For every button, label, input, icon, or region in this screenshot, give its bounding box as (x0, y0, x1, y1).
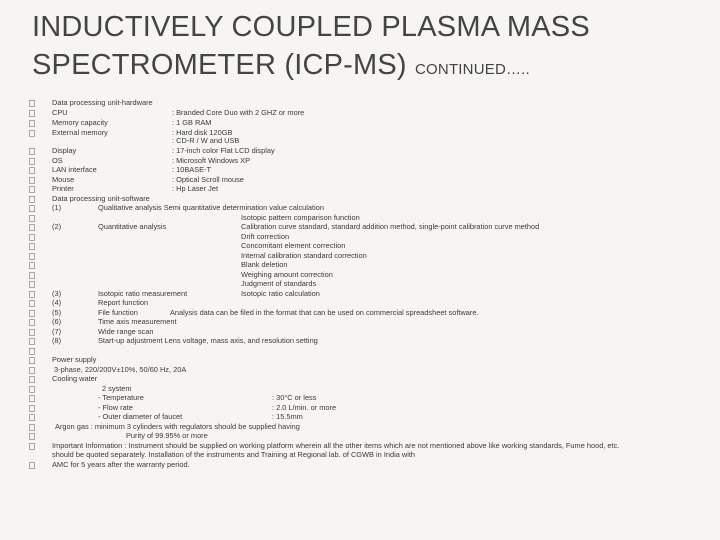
list-item-text: CPU (52, 108, 68, 117)
list-item-text: Display (52, 146, 77, 155)
list-item-text: : Branded Core Duo with 2 GHZ or more (172, 108, 305, 117)
list-item (0, 393, 720, 403)
list-item-text: - Flow rate (98, 403, 133, 412)
list-item (0, 336, 720, 346)
list-item-text: Blank deletion (241, 260, 288, 269)
list-item-text: Printer (52, 184, 74, 193)
list-item-text: : CD-R / W and USB (172, 136, 240, 145)
list-item-text: (3) (52, 289, 62, 298)
square-bullet-icon (29, 281, 35, 288)
square-bullet-icon (29, 443, 35, 450)
list-item (0, 108, 720, 118)
square-bullet-icon (29, 177, 35, 184)
list-item-text: (8) (52, 336, 62, 345)
square-bullet-icon (29, 291, 35, 298)
list-item-text: : Microsoft Windows XP (172, 156, 251, 165)
list-item (0, 460, 720, 470)
square-bullet-icon (29, 405, 35, 412)
list-item-text: External memory (52, 128, 108, 137)
list-item-text: : 15.5mm (272, 412, 303, 421)
list-item (0, 279, 720, 289)
square-bullet-icon (29, 424, 35, 431)
square-bullet-icon (29, 414, 35, 421)
list-item (0, 184, 720, 194)
list-item-text: Memory capacity (52, 118, 108, 127)
square-bullet-icon (29, 329, 35, 336)
square-bullet-icon (29, 186, 35, 193)
list-item-text: Analysis data can be filed in the format that can be used on commercial spreadsheet software. (170, 308, 479, 317)
list-item (0, 136, 720, 146)
list-item (0, 203, 720, 213)
list-item-text: Concomitant element correction (241, 241, 346, 250)
square-bullet-icon (29, 367, 35, 374)
list-item-text: should be quoted separately. Installation of the instruments and Training at Regional lab. of CGWB in India with (52, 450, 416, 459)
square-bullet-icon (29, 395, 35, 402)
list-item (0, 165, 720, 175)
list-item (0, 298, 720, 308)
list-item-text: Calibration curve standard, standard addition method, single-point calibration curve method (241, 222, 540, 231)
list-item-text: OS (52, 156, 63, 165)
list-item-text: Start-up adjustment Lens voltage, mass axis, and resolution setting (98, 336, 318, 345)
list-item-text: Wide range scan (98, 327, 154, 336)
square-bullet-icon (29, 338, 35, 345)
list-item (0, 317, 720, 327)
square-bullet-icon (29, 386, 35, 393)
square-bullet-icon (29, 348, 35, 355)
list-item-text: (7) (52, 327, 62, 336)
list-item-text: File function (98, 308, 138, 317)
list-item-text: Mouse (52, 175, 75, 184)
list-item-text: Cooling water (52, 374, 98, 383)
slide-title (32, 8, 692, 89)
list-item-text: : 17-inch color Flat LCD display (172, 146, 275, 155)
square-bullet-icon (29, 262, 35, 269)
list-item (0, 431, 720, 441)
list-item-text: Isotopic ratio calculation (241, 289, 320, 298)
list-item-text: (6) (52, 317, 62, 326)
square-bullet-icon (29, 148, 35, 155)
square-bullet-icon (29, 272, 35, 279)
square-bullet-icon (29, 205, 35, 212)
list-item-text: Isotopic ratio measurement (98, 289, 188, 298)
list-item-text: : 10BASE-T (172, 165, 212, 174)
square-bullet-icon (29, 433, 35, 440)
square-bullet-icon (29, 158, 35, 165)
list-item-text: Important Information : Instrument should be supplied on working platform wherein all the other items which are not mentioned above like working standards, Fume hood, etc. (52, 441, 620, 450)
list-item (0, 412, 720, 422)
list-item (0, 355, 720, 365)
list-item-text: : 2.0 L/min. or more (272, 403, 337, 412)
list-item (0, 222, 720, 232)
list-item-text: - Temperature (98, 393, 144, 402)
list-item-text: Qualitative analysis Semi quantitative determination value calculation (98, 203, 324, 212)
list-item-text: Report function (98, 298, 149, 307)
list-item (0, 374, 720, 384)
title-suffix: CONTINUED….. (415, 61, 530, 78)
square-bullet-icon (29, 376, 35, 383)
square-bullet-icon (29, 310, 35, 317)
list-item-text: : 1 GB RAM (172, 118, 212, 127)
square-bullet-icon (29, 243, 35, 250)
list-item-text: Argon gas : minimum 3 cylinders with regulators should be supplied having (55, 422, 300, 431)
list-item (0, 98, 720, 108)
list-item-text: Drift correction (241, 232, 290, 241)
list-item-text: 3-phase, 220/200V±10%, 50/60 Hz, 20A (54, 365, 187, 374)
list-item-text: Internal calibration standard correction (241, 251, 367, 260)
title-line-2 (32, 46, 692, 89)
square-bullet-icon (29, 462, 35, 469)
list-item-text: 2 system (102, 384, 132, 393)
list-item-text: Isotopic pattern comparison function (241, 213, 360, 222)
list-item-text: (2) (52, 222, 62, 231)
list-item-text: : Optical Scroll mouse (172, 175, 244, 184)
list-item-text: Power supply (52, 355, 97, 364)
list-item-text: : Hard disk 120GB (172, 128, 233, 137)
list-item-text: - Outer diameter of faucet (98, 412, 183, 421)
list-item-text: Purity of 99.95% or more (126, 431, 208, 440)
list-item-text: Weighing amount correction (241, 270, 333, 279)
list-item-text: Data processing unit-software (52, 194, 150, 203)
list-item-text: Quantitative analysis (98, 222, 167, 231)
list-item-text: (1) (52, 203, 62, 212)
list-item (0, 260, 720, 270)
list-item (0, 450, 720, 460)
list-item-text: (5) (52, 308, 62, 317)
square-bullet-icon (29, 224, 35, 231)
list-item-text: : 30°C or less (272, 393, 317, 402)
list-item-text: Judgment of standards (241, 279, 317, 288)
square-bullet-icon (29, 234, 35, 241)
list-item-text: : Hp Laser Jet (172, 184, 219, 193)
square-bullet-icon (29, 319, 35, 326)
title-line-1: INDUCTIVELY COUPLED PLASMA MASS (32, 11, 590, 43)
list-item-text: (4) (52, 298, 62, 307)
square-bullet-icon (29, 120, 35, 127)
list-item (0, 241, 720, 251)
square-bullet-icon (29, 167, 35, 174)
list-item (0, 118, 720, 128)
title-line-2-main: SPECTROMETER (ICP-MS) (32, 49, 416, 81)
list-item-text: Data processing unit-hardware (52, 98, 153, 107)
list-item-text: LAN interface (52, 165, 97, 174)
list-item (0, 146, 720, 156)
square-bullet-icon (29, 100, 35, 107)
square-bullet-icon (29, 196, 35, 203)
square-bullet-icon (29, 300, 35, 307)
list-item-text: Time axis measurement (98, 317, 177, 326)
square-bullet-icon (29, 357, 35, 364)
list-item-text: AMC for 5 years after the warranty period. (52, 460, 190, 469)
square-bullet-icon (29, 215, 35, 222)
square-bullet-icon (29, 253, 35, 260)
square-bullet-icon (29, 110, 35, 117)
